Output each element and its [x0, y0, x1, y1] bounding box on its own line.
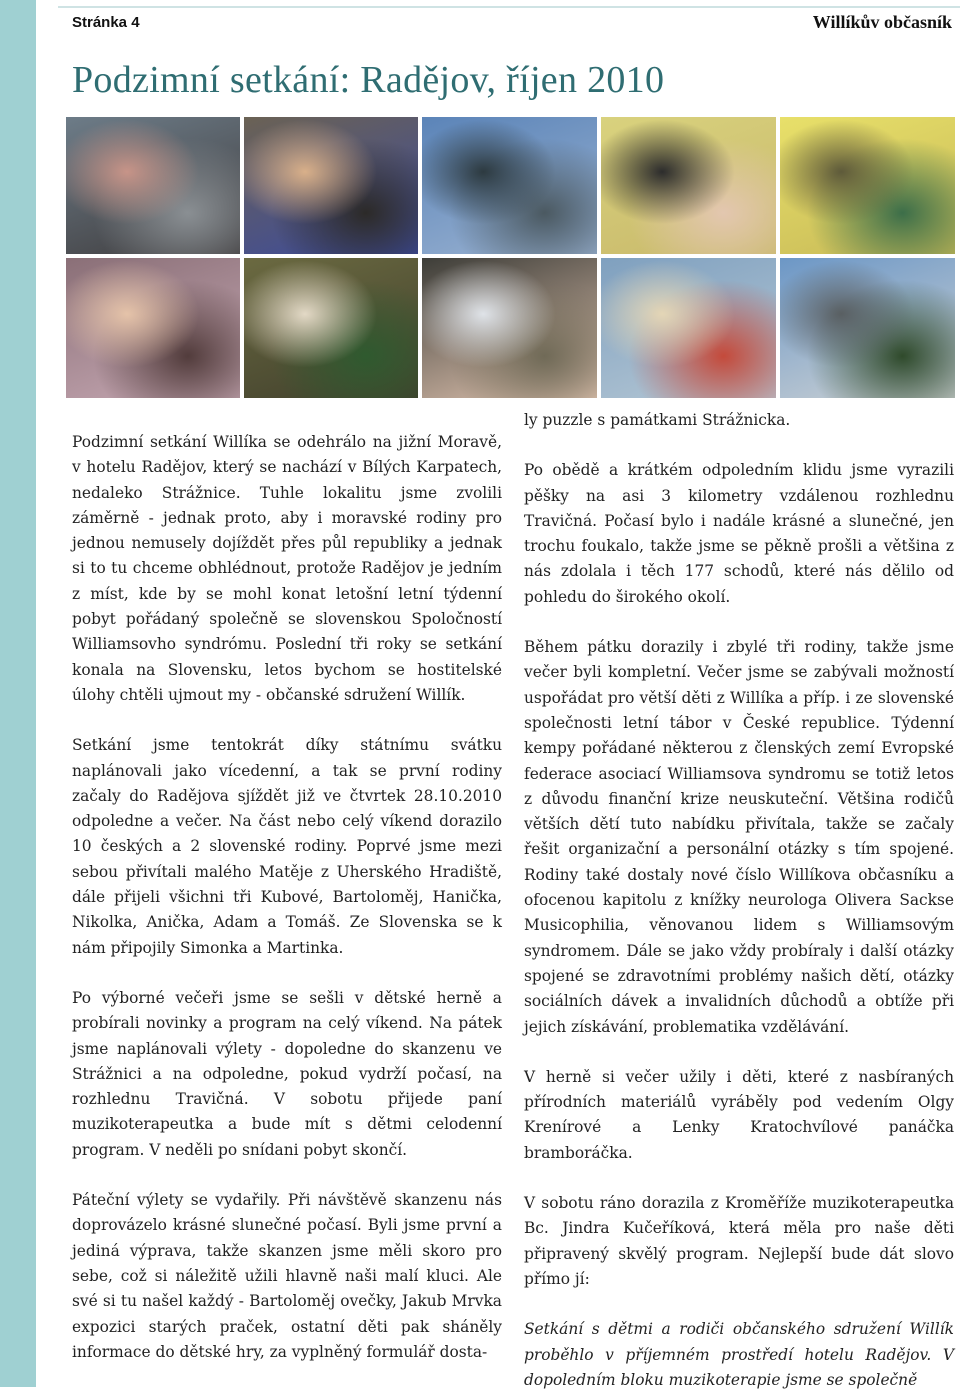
- paragraph: Po výborné večeři jsme se sešli v dětské herně a probírali novinky a program na celý víkend. Na pátek jsme naplánovali výlety - dopoledne do skanzenu ve Strážnici a na odpoledne, pokud vydrží počasí, na rozhlednu Travičná. V sobotu přijede paní muzikoterapeutka a bude mít s dětmi celodenní program. V neděli po snídani pobyt skončí.: [72, 988, 502, 1159]
- paragraph: ly puzzle s památkami Strážnicka.: [524, 411, 791, 429]
- paragraph: V herně si večer užily i děti, které z nasbíraných přírodních materiálů vyráběly pod vedením Olgy Krenírové a Lenky Kratochvílové panáčka bramboráčka.: [524, 1067, 954, 1162]
- paragraph: Páteční výlety se vydařily. Při návštěvě skanzenu nás doprovázelo krásné slunečné počasí. Byli jsme první a jediná výprava, takže skanzen jsme měli skoro pro sebe, což si náležitě užili hlavně naši malí kluci. Ale své si tu našel každý - Bartoloměj ovečky, Jakub Mrvka expozici starých praček, ostatní děti pak sháněly informace do dětské hry, za vyplněný formulář dosta-: [72, 1191, 502, 1361]
- paragraph: V sobotu ráno dorazila z Kroměříže muzikoterapeutka Bc. Jindra Kučeříková, která měla pro naše děti připravený skvělý program. Nejlepší bude dát slovo přímo jí:: [524, 1194, 954, 1288]
- girl-portrait-photo: [66, 258, 240, 398]
- article-title: Podzimní setkání: Radějov, říjen 2010: [72, 59, 665, 101]
- child-in-hat-photo: [244, 117, 418, 254]
- lookout-tower-photo: [422, 117, 597, 254]
- newsletter-name: Willíkův občasník: [812, 12, 952, 32]
- piano-photo: [601, 117, 776, 254]
- boys-with-drums-photo: [244, 258, 418, 398]
- music-room-photo: [780, 117, 955, 254]
- quoted-paragraph: Setkání s dětmi a rodiči občanského sdružení Willík proběhlo v příjemném prostředí hotelu Radějov. V dopoledním bloku muzikoterapie jsme se společně: [524, 1320, 954, 1389]
- instruments-photo: [601, 258, 776, 398]
- paragraph: Setkání jsme tentokrát díky státnímu svátku naplánovali jako vícedenní, a tak se první rodiny začaly do Radějova sjíždět již ve čtvrtek 28.10.2010 odpoledne a večer. Na část nebo celý víkend dorazilo 10 českých a 2 slovenské rodiny. Poprvé jsme mezi sebou přivítali malého Matěje z Uherského Hradiště, dále přijeli všichni tři Kubové, Bartoloměj, Hanička, Nikolka, Anička, Adam a Tomáš. Ze Slovenska se k nám připojily Simonka a Martinka.: [72, 736, 502, 957]
- right-column: [524, 408, 954, 1393]
- page-number: Stránka 4: [72, 14, 140, 31]
- boy-portrait-photo: [422, 258, 597, 398]
- paragraph: Během pátku dorazily i zbylé tři rodiny, takže jsme večer byli kompletní. Večer jsme se zabývali možností uspořádat pro větší děti z Willíka a příp. i ze slovenské společnosti letní tábor v České republice. Týdenní kempy pořádané některou z členských zemí Evropské federace asociací Williamsova syndromu se totiž letos z důvodu finanční krize neuskuteční. Většina rodičů větších dětí tuto nabídku přivítala, takže se začaly řešit organizační a personální otázky s tím spojené. Rodiny také dostaly nové číslo Willíkova občasníku a ofocenou kapitolu z knížky neurologa Olivera Sackse Musicophilia, věnovanou lidem s Williamsovým syndromem. Dále se jako vždy probíraly i další otázky spojené se zdravotními problémy našich dětí, otázky sociálních dávek a invalidních důchodů a obtíže při jejich získávání, problematika vzdělávání.: [524, 638, 954, 1036]
- left-column: [72, 430, 502, 1365]
- paragraph: Podzimní setkání Willíka se odehrálo na jižní Moravě, v hotelu Radějov, který se nachází v Bílých Karpatech, nedaleko Strážnice. Tuhle lokalitu jsme zvolili záměrně - jednak proto, aby i moravské rodiny pro jednou nemusely dojíždět přes půl republiky a jednak si to tu chceme obhlédnout, protože Radějov je jedním z míst, kde by se mohl konat letošní letní týdenní pobyt pořádaný společně se slovenskou Spoločností Williamsovho syndrómu. Poslední tři roky se setkání konala na Slovensku, letos bychom se hostitelské úlohy chtěli ujmout my - občanské sdružení Willík.: [72, 433, 502, 704]
- header-rule: [58, 6, 960, 8]
- decorative-side-bar: [0, 0, 36, 1387]
- hotel-building-photo: [780, 258, 955, 398]
- group-photo: [66, 117, 240, 254]
- paragraph: Po obědě a krátkém odpoledním klidu jsme vyrazili pěšky na asi 3 kilometry vzdálenou rozhlednu Travičná. Počasí bylo i nadále krásné a slunečné, jen trochu foukalo, takže jsme se pěkně prošli a většina z nás zdolala i těch 177 schodů, které nás dělilo od pohledu do širokého okolí.: [524, 461, 954, 606]
